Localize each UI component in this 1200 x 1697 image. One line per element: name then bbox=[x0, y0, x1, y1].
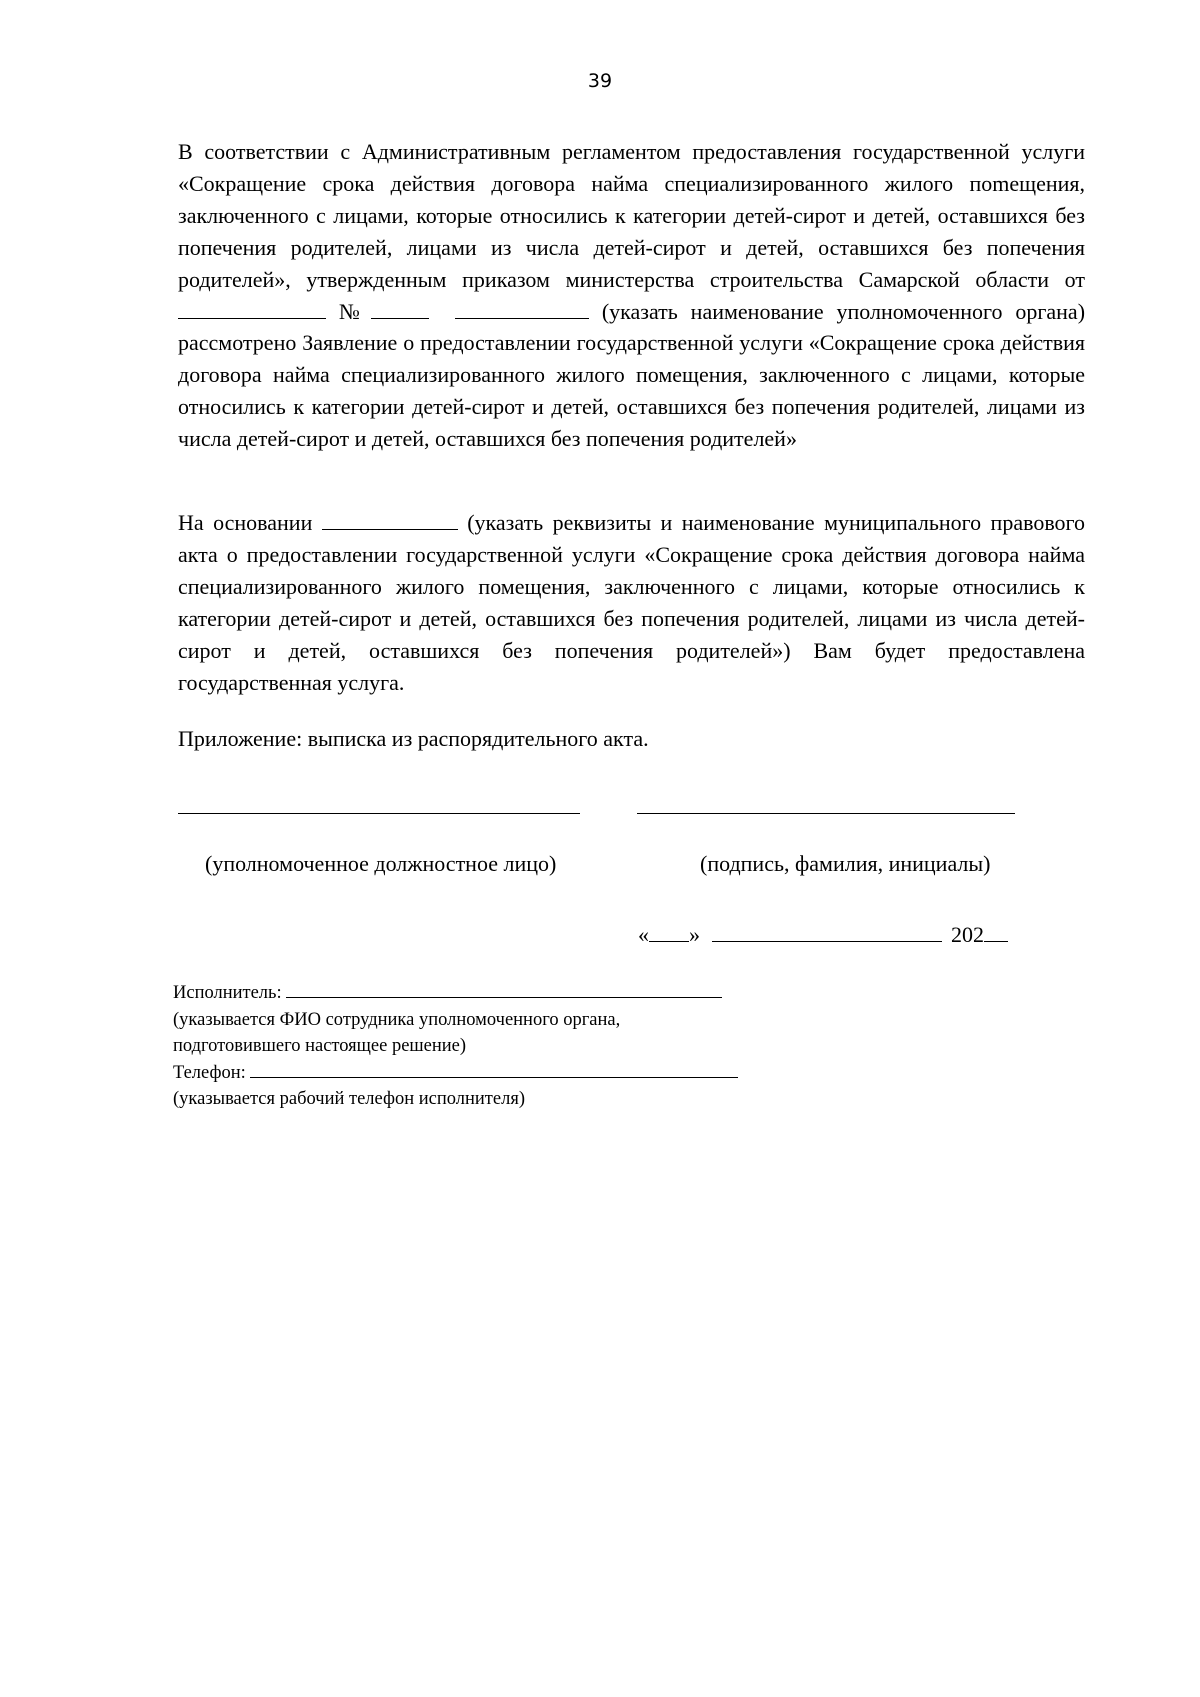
executor-name-blank[interactable] bbox=[286, 980, 722, 998]
date-close-quote: » bbox=[689, 922, 700, 947]
paragraph-text-part1: В соответствии с Административным регламентом предоставления государственной услуги «Сокращение срока действия договора найма специализированного жилого поmещения, заключенного с лицами, которые относились к категории детей-сирот и детей, оставшихся без попечения родителей, лицами из числа детей-сирот и детей, оставшихся без попечения родителей», утвержденным приказом министерства строительства Самарской области от bbox=[178, 139, 1085, 292]
phone-label: Телефон: bbox=[173, 1062, 246, 1083]
executor-note-line1: (указывается ФИО сотрудника уполномоченного органа, bbox=[173, 1009, 621, 1030]
date-year-blank[interactable] bbox=[984, 922, 1008, 942]
number-sign: № bbox=[338, 298, 368, 324]
phone-note: (указывается рабочий телефон исполнителя) bbox=[173, 1089, 525, 1109]
decision-paragraph bbox=[178, 136, 1085, 455]
order-number-blank[interactable] bbox=[371, 299, 429, 319]
phone-blank[interactable] bbox=[250, 1060, 738, 1078]
basis-paragraph bbox=[178, 507, 1085, 698]
executor-row bbox=[173, 980, 738, 1007]
order-date-blank[interactable] bbox=[178, 299, 326, 319]
date-year-prefix: 202 bbox=[951, 922, 984, 947]
attachment-paragraph: Приложение: выписка из распорядительного акта. bbox=[178, 726, 649, 751]
executor-note-line2: подготовившего настоящее решение) bbox=[173, 1036, 467, 1056]
official-signature-line[interactable] bbox=[178, 813, 580, 814]
basis-text-part2: (указать реквизиты и наименование муниципального правового акта о предоставлении государственной услуги «Сокращение срока действия договора найма специализированного жилого помещения, заключенного с лицами, которые относились к категории детей-сирот и детей, оставшихся без попечения родителей, лицами из числа детей-сирот и детей, оставшихся без попечения родителей») Вам будет предоставлена государственная услуга. bbox=[178, 510, 1086, 695]
date-month-blank[interactable] bbox=[712, 922, 942, 942]
executor-label: Исполнитель: bbox=[173, 983, 282, 1003]
basis-text-part1: На основании bbox=[178, 510, 313, 535]
signature-name-line[interactable] bbox=[637, 813, 1015, 814]
authority-name-blank[interactable] bbox=[455, 299, 589, 319]
signature-caption: (подпись, фамилия, инициалы) bbox=[700, 851, 991, 876]
paragraph-text-part2: (указать наименование уполномоченного органа) рассмотрено Заявление о предоставлении государственной услуги «Сокращение срока действия договора найма специализированного жилого помещения, заключенного с лицами, которые относились к категории детей-сирот и детей, оставшихся без попечения родителей, лицами из числа детей-сирот и детей, оставшихся без попечения родителей» bbox=[178, 298, 1086, 452]
date-line bbox=[638, 920, 1008, 950]
executor-block bbox=[173, 980, 738, 1113]
page-number: 39 bbox=[587, 70, 613, 92]
date-open-quote: « bbox=[638, 922, 649, 947]
phone-row bbox=[173, 1060, 738, 1087]
official-caption: (уполномоченное должностное лицо) bbox=[205, 851, 557, 876]
legal-act-blank[interactable] bbox=[322, 510, 458, 530]
date-day-blank[interactable] bbox=[649, 922, 689, 942]
